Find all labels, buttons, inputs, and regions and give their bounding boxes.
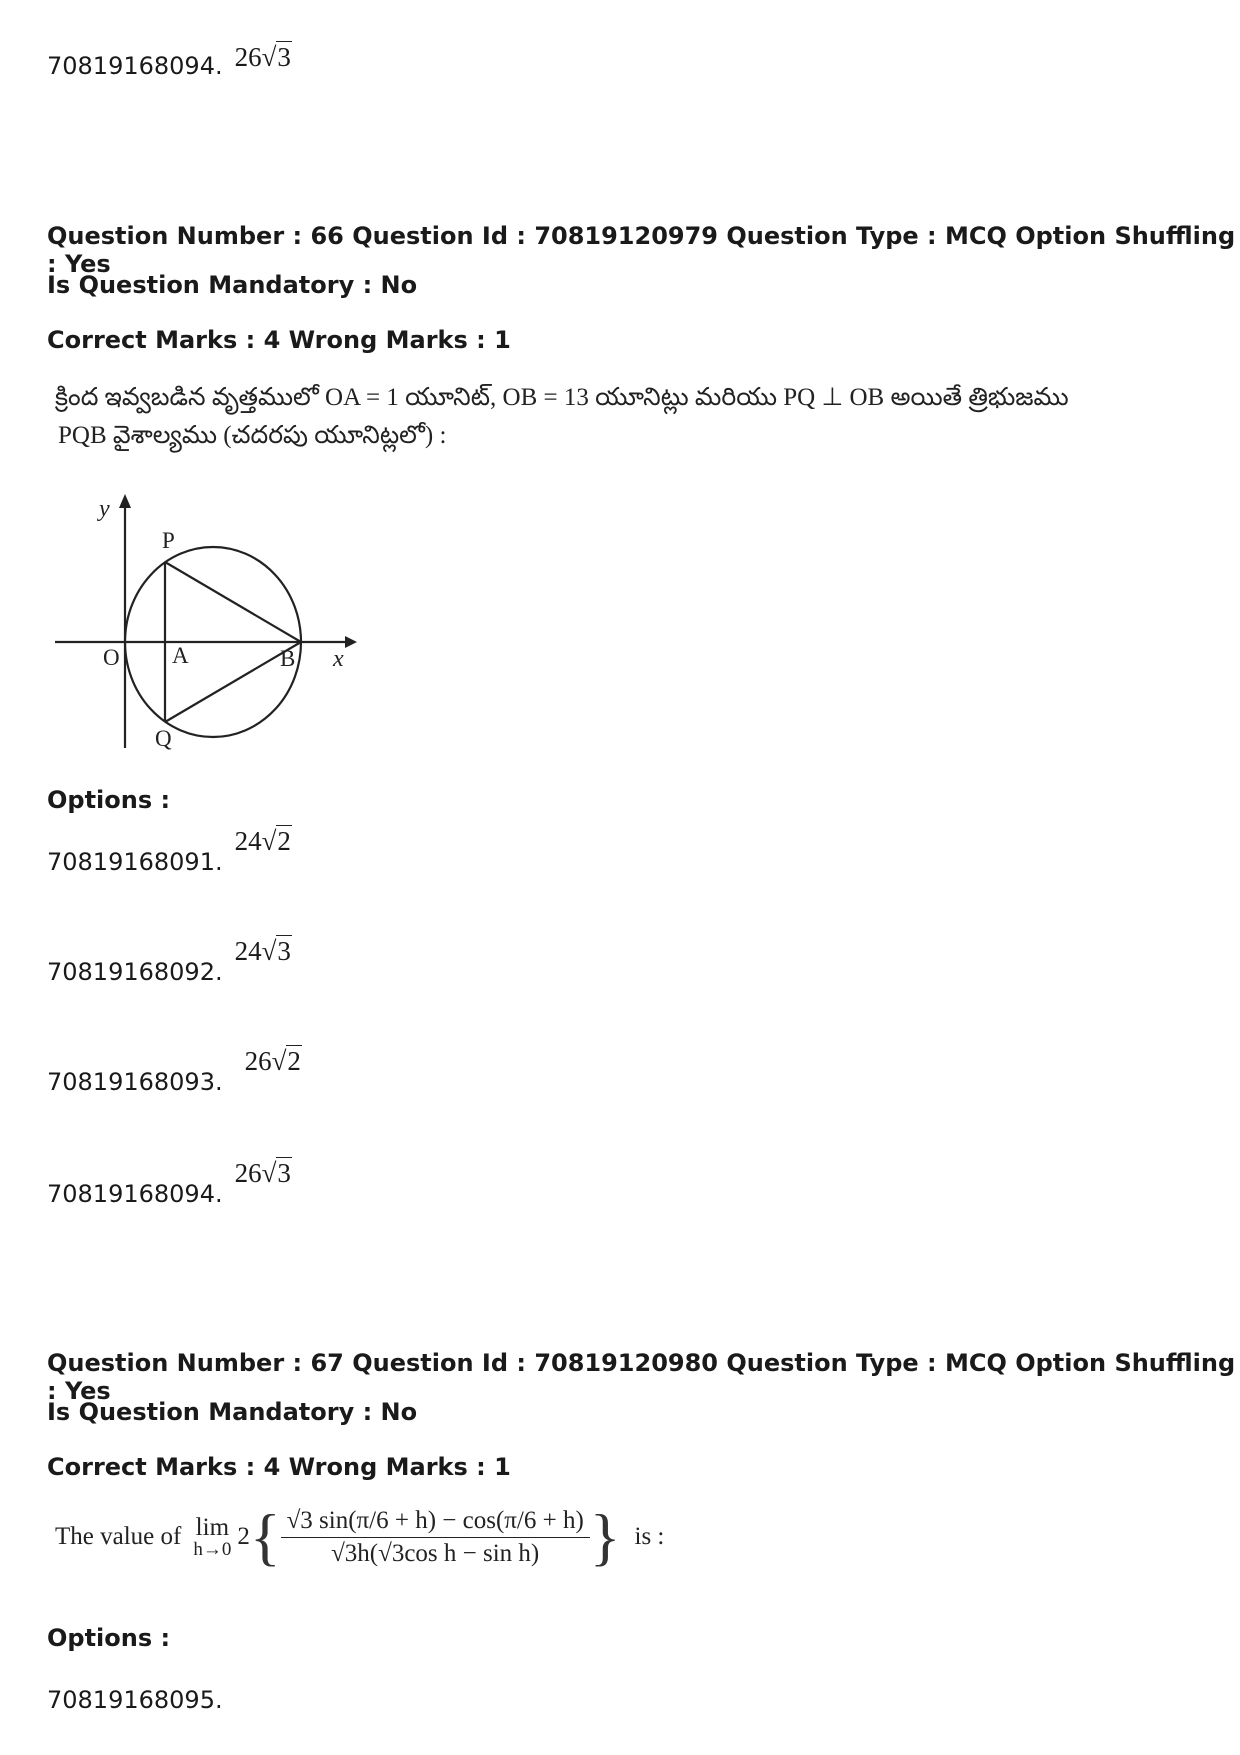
q66-text-line2: PQB వైశాల్యము (చదరపు యూనిట్లలో) :	[58, 422, 447, 449]
q66-option-1[interactable]	[47, 826, 292, 879]
label-o: O	[103, 645, 120, 670]
option-value	[235, 826, 292, 857]
option-number: 70819168095.	[47, 1686, 223, 1714]
option-number: 70819168092.	[47, 958, 223, 986]
coef: 24	[234, 936, 262, 966]
q66-options-label: Options :	[47, 786, 171, 814]
q66-option-2[interactable]	[47, 936, 292, 989]
option-number: 70819168094.	[47, 52, 223, 80]
limit-operator	[193, 1515, 231, 1559]
q67-marks: Correct Marks : 4 Wrong Marks : 1	[47, 1453, 511, 1481]
option-value	[235, 42, 292, 73]
q67-header-line2: Is Question Mandatory : No	[47, 1398, 418, 1426]
q67-question-expression	[55, 1500, 664, 1574]
limit-coefficient: 2	[237, 1523, 250, 1550]
option-number: 70819168093.	[47, 1068, 223, 1096]
label-x: x	[333, 646, 344, 672]
side-pb	[165, 562, 301, 642]
option-value	[245, 1046, 302, 1077]
fraction-numerator: √3 sin(π/6 + h) − cos(π/6 + h)	[281, 1507, 590, 1538]
label-q: Q	[155, 726, 172, 751]
q66-option-4[interactable]	[47, 1158, 292, 1211]
q66-marks: Correct Marks : 4 Wrong Marks : 1	[47, 326, 511, 354]
radicand: 2	[287, 1046, 301, 1076]
radicand: 3	[277, 42, 291, 72]
option-value	[235, 936, 292, 967]
label-y: y	[99, 496, 110, 522]
label-p: P	[162, 528, 175, 553]
x-axis-arrow	[345, 636, 357, 648]
radicand: 2	[277, 826, 291, 856]
q67-text-prefix: The value of	[55, 1523, 182, 1550]
coef: 24	[234, 826, 262, 856]
sqrt-symbol: √	[261, 936, 277, 966]
coef: 26	[244, 1046, 272, 1076]
sqrt-symbol: √	[271, 1046, 287, 1076]
coef: 26	[234, 42, 262, 72]
q66-option-3[interactable]	[47, 1046, 302, 1099]
option-number: 70819168094.	[47, 1180, 223, 1208]
option-number: 70819168091.	[47, 848, 223, 876]
coef: 26	[234, 1158, 262, 1188]
sqrt-symbol: √	[261, 42, 277, 72]
option-value	[235, 1158, 292, 1189]
right-brace: }	[589, 1501, 621, 1572]
left-brace: {	[249, 1501, 281, 1572]
q66-header-line1: Question Number : 66 Question Id : 70819120979 Question Type : MCQ Option Shuffling : Yes	[47, 222, 1236, 278]
circle-triangle-figure	[55, 490, 365, 755]
y-axis-arrow	[119, 494, 131, 508]
sqrt-symbol: √	[261, 826, 277, 856]
label-b: B	[280, 646, 296, 671]
q66-text-line1: క్రింద ఇవ్వబడిన వృత్తములో OA = 1 యూనిట్, OB = 13 యూనిట్లు మరియు PQ ⊥ OB అయితే త్రిభుజము	[55, 384, 1069, 411]
q67-option-1[interactable]	[47, 1686, 223, 1714]
fraction-denominator: √3h(√3cos h − sin h)	[331, 1539, 540, 1567]
q66-header-line2: Is Question Mandatory : No	[47, 271, 418, 299]
limit-fraction	[281, 1507, 590, 1568]
sqrt-symbol: √	[261, 1158, 277, 1188]
radicand: 3	[277, 936, 291, 966]
radicand: 3	[277, 1158, 291, 1188]
lim-subscript: h→0	[193, 1539, 232, 1560]
lim-word: lim	[195, 1514, 230, 1541]
label-a: A	[172, 643, 189, 668]
option-70819168094-top[interactable]	[47, 42, 292, 83]
q67-header-line1: Question Number : 67 Question Id : 70819120980 Question Type : MCQ Option Shuffling : Yes	[47, 1349, 1236, 1405]
q67-options-label: Options :	[47, 1624, 171, 1652]
q67-text-suffix: is :	[634, 1523, 665, 1550]
